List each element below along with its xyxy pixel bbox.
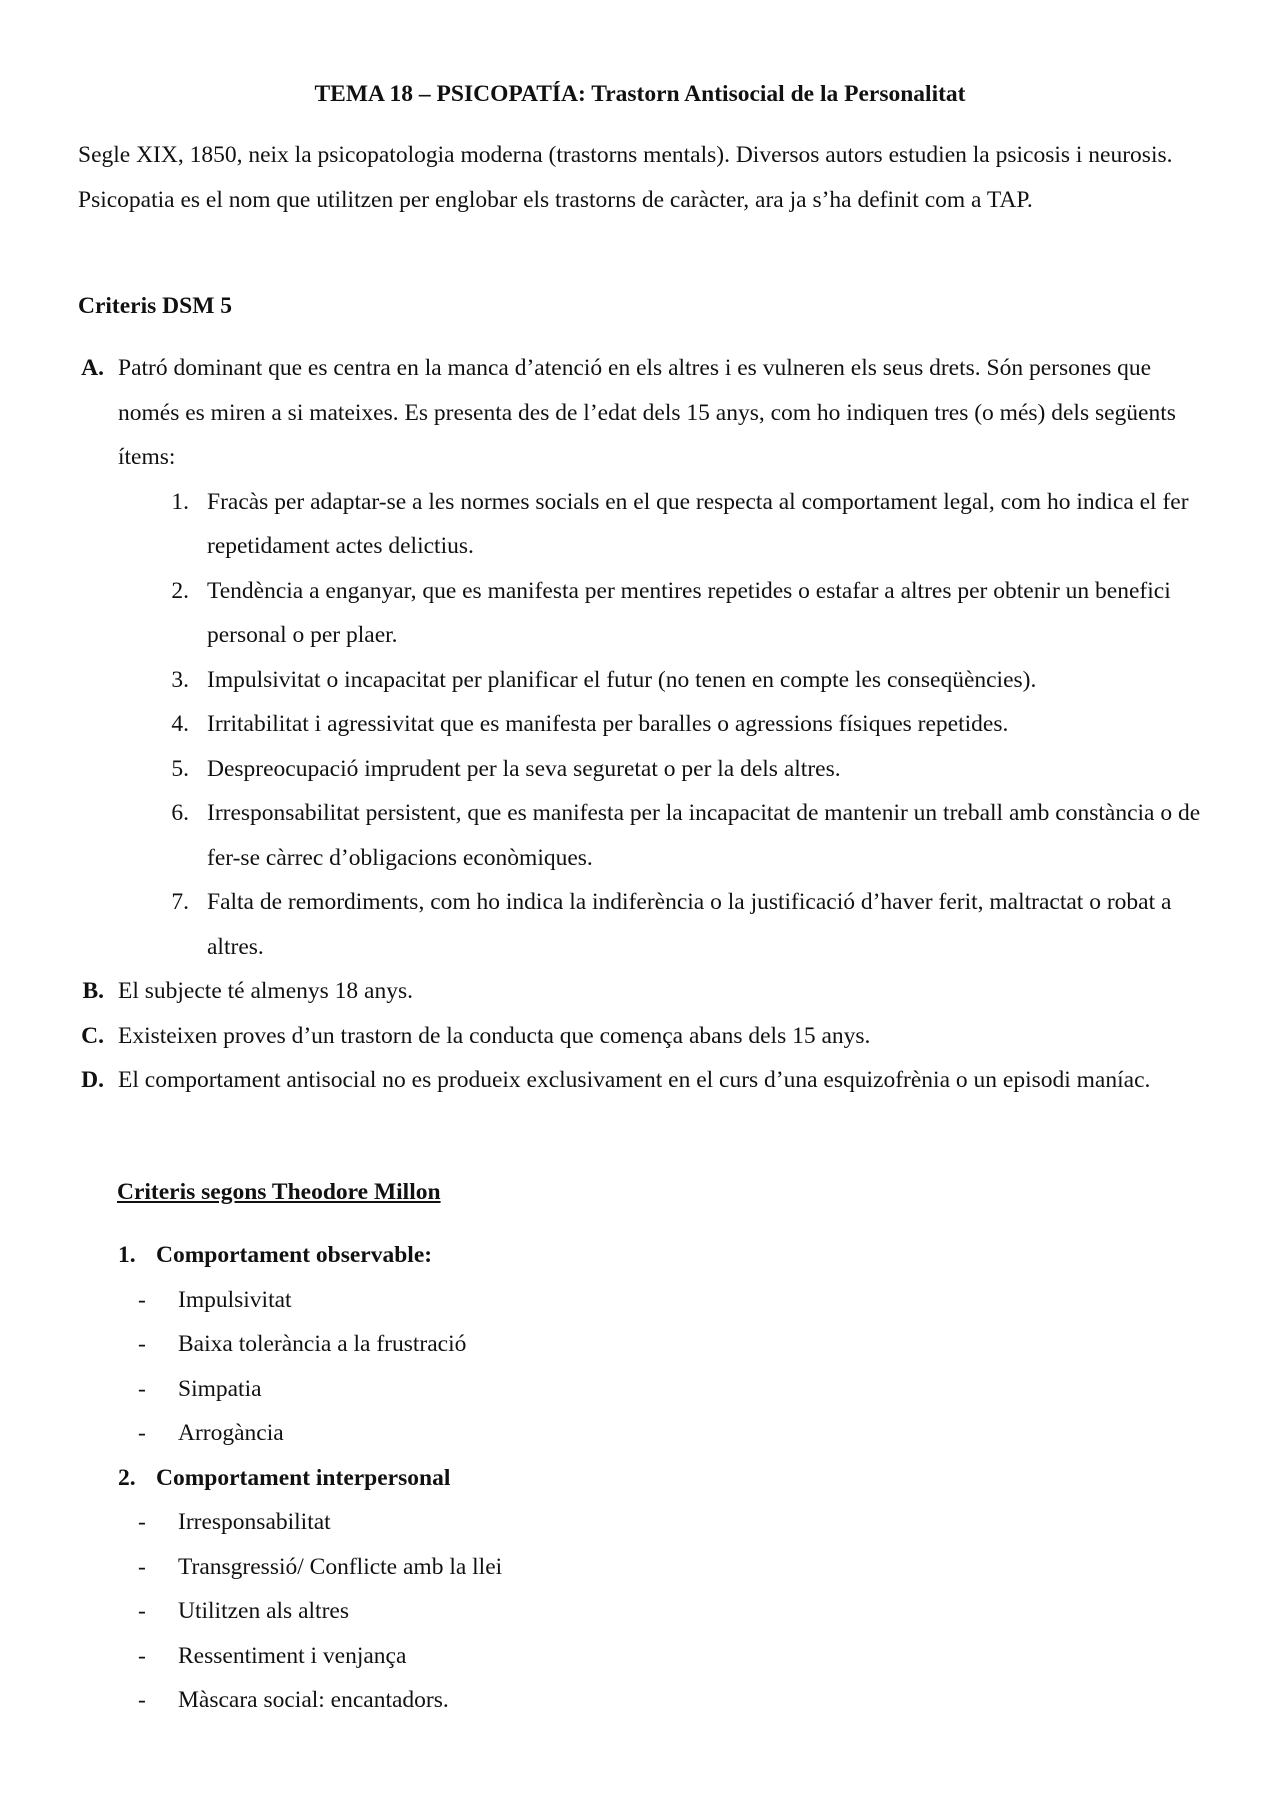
list-item-text: Simpatia xyxy=(178,1375,262,1402)
group-number: 2. xyxy=(118,1464,136,1491)
item-text: Despreocupació imprudent per la seva seguretat o per la dels altres. xyxy=(207,755,841,782)
list-item xyxy=(0,1278,1280,1323)
group-number: 1. xyxy=(118,1242,136,1268)
criterion-item xyxy=(0,880,1280,969)
list-item xyxy=(0,1411,1280,1456)
criterion-item xyxy=(0,658,1280,703)
criterion-letter: D. xyxy=(81,1067,104,1093)
item-number: 6. xyxy=(171,800,189,826)
list-item-text: Arrogància xyxy=(178,1420,284,1446)
group-title: Comportament observable: xyxy=(156,1242,433,1268)
criterion-letter: B. xyxy=(82,978,104,1004)
criterion-text: Existeixen proves d’un trastorn de la conducta que comença abans dels 15 anys. xyxy=(118,1022,871,1049)
item-number: 1. xyxy=(171,488,189,515)
bullet-dash: - xyxy=(138,1687,146,1713)
item-number: 2. xyxy=(171,577,189,604)
millon-criteria-list xyxy=(0,1233,1280,1723)
item-number: 4. xyxy=(171,711,189,737)
criterion-item xyxy=(0,702,1280,747)
criterion-a-items xyxy=(0,480,1280,970)
list-item xyxy=(0,1322,1280,1367)
item-text: Fracàs per adaptar-se a les normes socials en el que respecta al comportament legal, com ho indica el fer repetidament actes delictius. xyxy=(207,488,1189,559)
criterion-c xyxy=(0,1014,1280,1059)
criterion-item xyxy=(0,791,1280,880)
criterion-letter: A. xyxy=(81,355,104,381)
document-title: TEMA 18 – PSICOPATÍA: Trastorn Antisocial de la Personalitat xyxy=(314,81,966,107)
criterion-item xyxy=(0,747,1280,792)
bullet-dash: - xyxy=(138,1331,146,1357)
criterion-item xyxy=(0,480,1280,569)
list-item-text: Impulsivitat xyxy=(178,1286,292,1313)
list-item xyxy=(0,1634,1280,1679)
list-item xyxy=(0,1367,1280,1412)
list-item-text: Transgressió/ Conflicte amb la llei xyxy=(178,1553,503,1580)
criterion-letter: C. xyxy=(81,1022,104,1049)
group-title: Comportament interpersonal xyxy=(156,1464,451,1491)
bullet-dash: - xyxy=(138,1598,146,1624)
list-item xyxy=(0,1500,1280,1545)
item-text: Impulsivitat o incapacitat per planificar el futur (no tenen en compte les conseqüències). xyxy=(207,666,1037,693)
item-number: 7. xyxy=(171,889,189,915)
item-number: 5. xyxy=(171,755,189,782)
millon-group-title xyxy=(0,1233,1280,1278)
item-text: Irresponsabilitat persistent, que es manifesta per la incapacitat de mantenir un treball amb constància o de fer-se càrrec d’obligacions econòmiques. xyxy=(207,800,1201,871)
criterion-text: El subjecte té almenys 18 anys. xyxy=(118,978,413,1004)
list-item-text: Utilitzen als altres xyxy=(178,1598,349,1624)
bullet-dash: - xyxy=(138,1509,146,1535)
list-item-text: Màscara social: encantadors. xyxy=(178,1687,449,1713)
criterion-d xyxy=(0,1058,1280,1103)
list-item-text: Baixa tolerància a la frustració xyxy=(178,1331,467,1357)
item-number: 3. xyxy=(171,666,189,693)
list-item-text: Irresponsabilitat xyxy=(178,1509,331,1535)
dsm-heading: Criteris DSM 5 xyxy=(78,293,233,319)
list-item xyxy=(0,1545,1280,1590)
bullet-dash: - xyxy=(138,1553,146,1580)
bullet-dash: - xyxy=(138,1420,146,1446)
bullet-dash: - xyxy=(138,1642,146,1669)
intro-text: Segle XIX, 1850, neix la psicopatologia moderna (trastorns mentals). Diversos autors estudien la psicosis i neurosis. Psicopatia es el nom que utilitzen per englobar els trastorns de caràcter, ara ja s’ha definit com a TAP. xyxy=(78,142,1173,213)
millon-heading: Criteris segons Theodore Millon xyxy=(117,1179,441,1205)
bullet-dash: - xyxy=(138,1286,146,1313)
bullet-dash: - xyxy=(138,1375,146,1402)
criterion-b xyxy=(0,969,1280,1014)
intro-paragraph xyxy=(78,133,1208,222)
item-text: Irritabilitat i agressivitat que es manifesta per baralles o agressions físiques repetides. xyxy=(207,711,1009,737)
item-text: Falta de remordiments, com ho indica la indiferència o la justificació d’haver ferit, maltractat o robat a altres. xyxy=(207,889,1172,960)
millon-group-title xyxy=(0,1456,1280,1501)
dsm-criteria-list xyxy=(0,346,1280,1103)
criterion-a xyxy=(0,346,1280,480)
item-text: Tendència a enganyar, que es manifesta per mentires repetides o estafar a altres per obtenir un benefici personal o per plaer. xyxy=(207,577,1171,648)
criterion-text: El comportament antisocial no es produeix exclusivament en el curs d’una esquizofrènia o un episodi maníac. xyxy=(118,1067,1151,1093)
list-item-text: Ressentiment i venjança xyxy=(178,1642,407,1669)
criterion-item xyxy=(0,569,1280,658)
list-item xyxy=(0,1589,1280,1634)
list-item xyxy=(0,1678,1280,1723)
criterion-text: Patró dominant que es centra en la manca d’atenció en els altres i es vulneren els seus drets. Són persones que només es miren a si mateixes. Es presenta des de l’edat dels 15 anys, com ho indiquen tres (o més) dels següents ítems: xyxy=(118,355,1176,470)
